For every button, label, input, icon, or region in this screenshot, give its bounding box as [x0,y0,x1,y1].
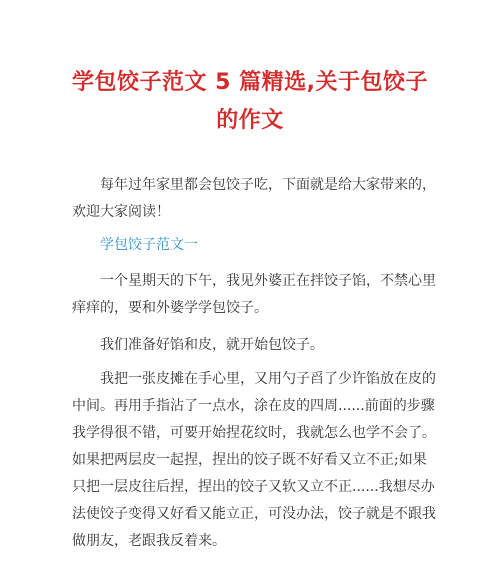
body-paragraph-1: 一个星期天的下午，我见外婆正在拌饺子馅，不禁心里痒痒的，要和外婆学学包饺子。 [72,273,436,316]
body-paragraph-2: 我们准备好馅和皮，就开始包饺子。 [100,337,324,353]
document-title [40,64,460,140]
document-title-line-1: 学包饺子范文 5 篇精选,关于包饺子 [72,70,428,95]
body-paragraph-3: 我把一张皮摊在手心里，又用勺子舀了少许馅放在皮的中间。再用手指沾了一点水，涂在皮的四周......前面的步骤我学得很不错，可要开始捏花纹时，我就怎么也学不会了。如果把两层皮一起捏，捏出的饺子既不好看又立不正;如果只把一层皮往后捏，捏出的饺子又软又立不正......我想尽办法使饺子变得又好看又能立正，可没办法，饺子就是不跟我做朋友，老跟我反着来。 [72,371,436,549]
document-title-line-2: 的作文 [216,108,284,133]
intro-paragraph: 每年过年家里都会包饺子吃，下面就是给大家带来的，欢迎大家阅读！ [72,177,436,220]
section-heading: 学包饺子范文一 [100,237,198,253]
